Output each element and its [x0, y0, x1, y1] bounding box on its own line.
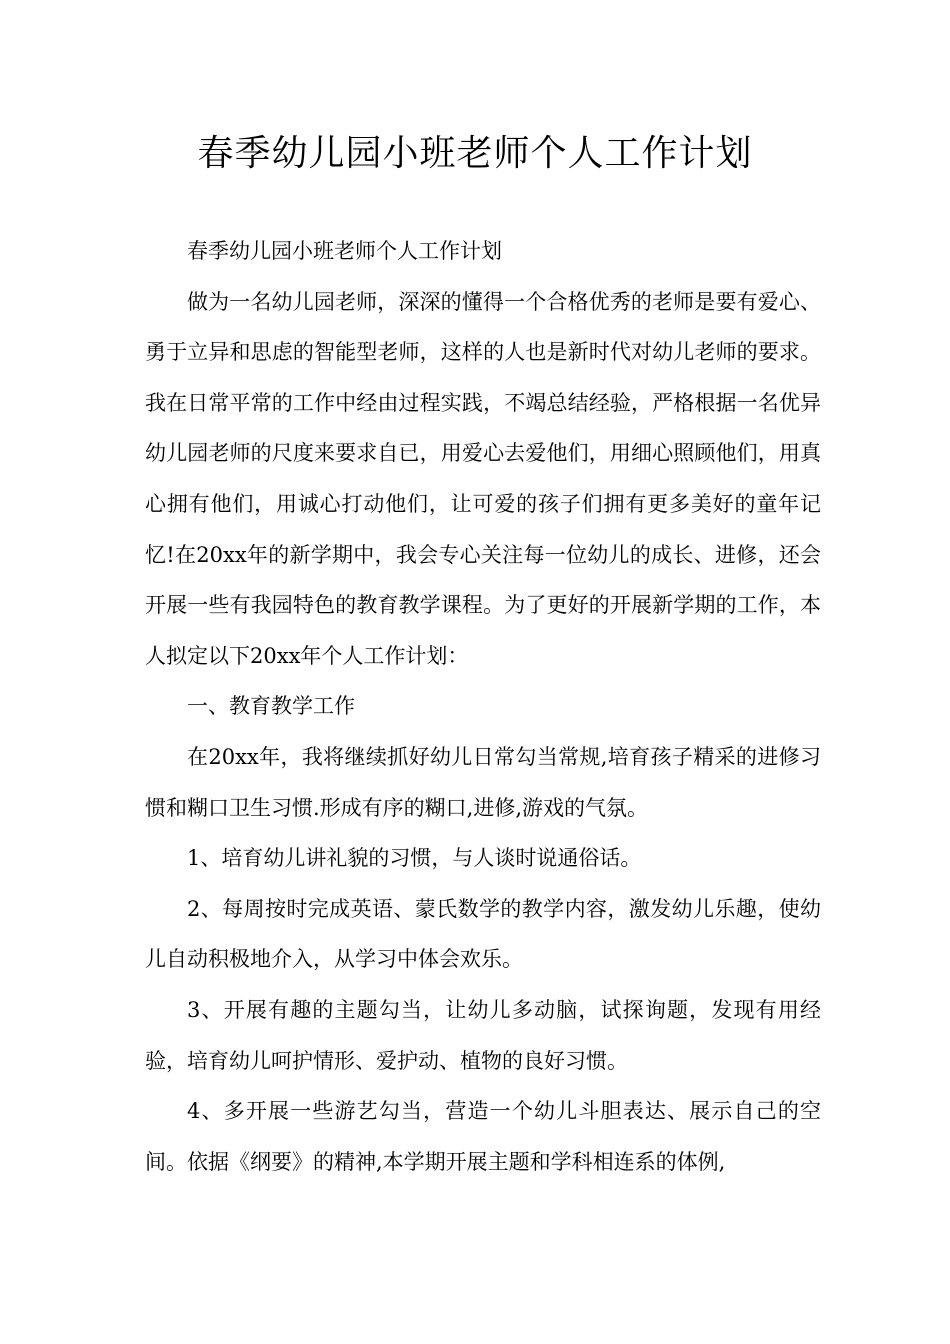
paragraph-subtitle: 春季幼儿园小班老师个人工作计划 — [187, 239, 502, 263]
paragraph-intro: 做为一名幼儿园老师，深深的懂得一个合格优秀的老师是要有爱心、勇于立异和思虑的智能型老师，这样的人也是新时代对幼儿老师的要求。我在日常平常的工作中经由过程实践，不竭总结经验，严格根据一名优异幼儿园老师的尺度来要求自已，用爱心去爱他们，用细心照顾他们，用真心拥有他们，用诚心打动他们，让可爱的孩子们拥有更多美好的童年记忆!在20xx年的新学期中，我会专心关注每一位幼儿的成长、进修，还会开展一些有我园特色的教育教学课程。为了更好的开展新学期的工作，本人拟定以下20xx年个人工作计划： — [145, 289, 821, 668]
section-heading-teaching: 一、教育教学工作 — [187, 694, 355, 719]
list-item-2: 2、每周按时完成英语、蒙氏数学的教学内容，激发幼儿乐趣，使幼儿自动积极地介入，从学习中体会欢乐。 — [145, 896, 821, 972]
paragraph-teaching-overview: 在20xx年，我将继续抓好幼儿日常勾当常规,培育孩子精采的进修习惯和糊口卫生习惯.形成有序的糊口,进修,游戏的气氛。 — [145, 744, 821, 820]
list-item-4: 4、多开展一些游艺勾当，营造一个幼儿斗胆表达、展示自己的空间。依据《纲要》的精神,本学期开展主题和学科相连系的体例, — [145, 1099, 821, 1174]
list-item-1: 1、培育幼儿讲礼貌的习惯，与人谈时说通俗话。 — [187, 846, 642, 871]
document-body — [145, 226, 821, 1187]
document-title: 春季幼儿园小班老师个人工作计划 — [197, 133, 753, 174]
list-item-3: 3、开展有趣的主题勾当，让幼儿多动脑，试探询题，发现有用经验，培育幼儿呵护情形、爱护动、植物的良好习惯。 — [145, 997, 821, 1073]
